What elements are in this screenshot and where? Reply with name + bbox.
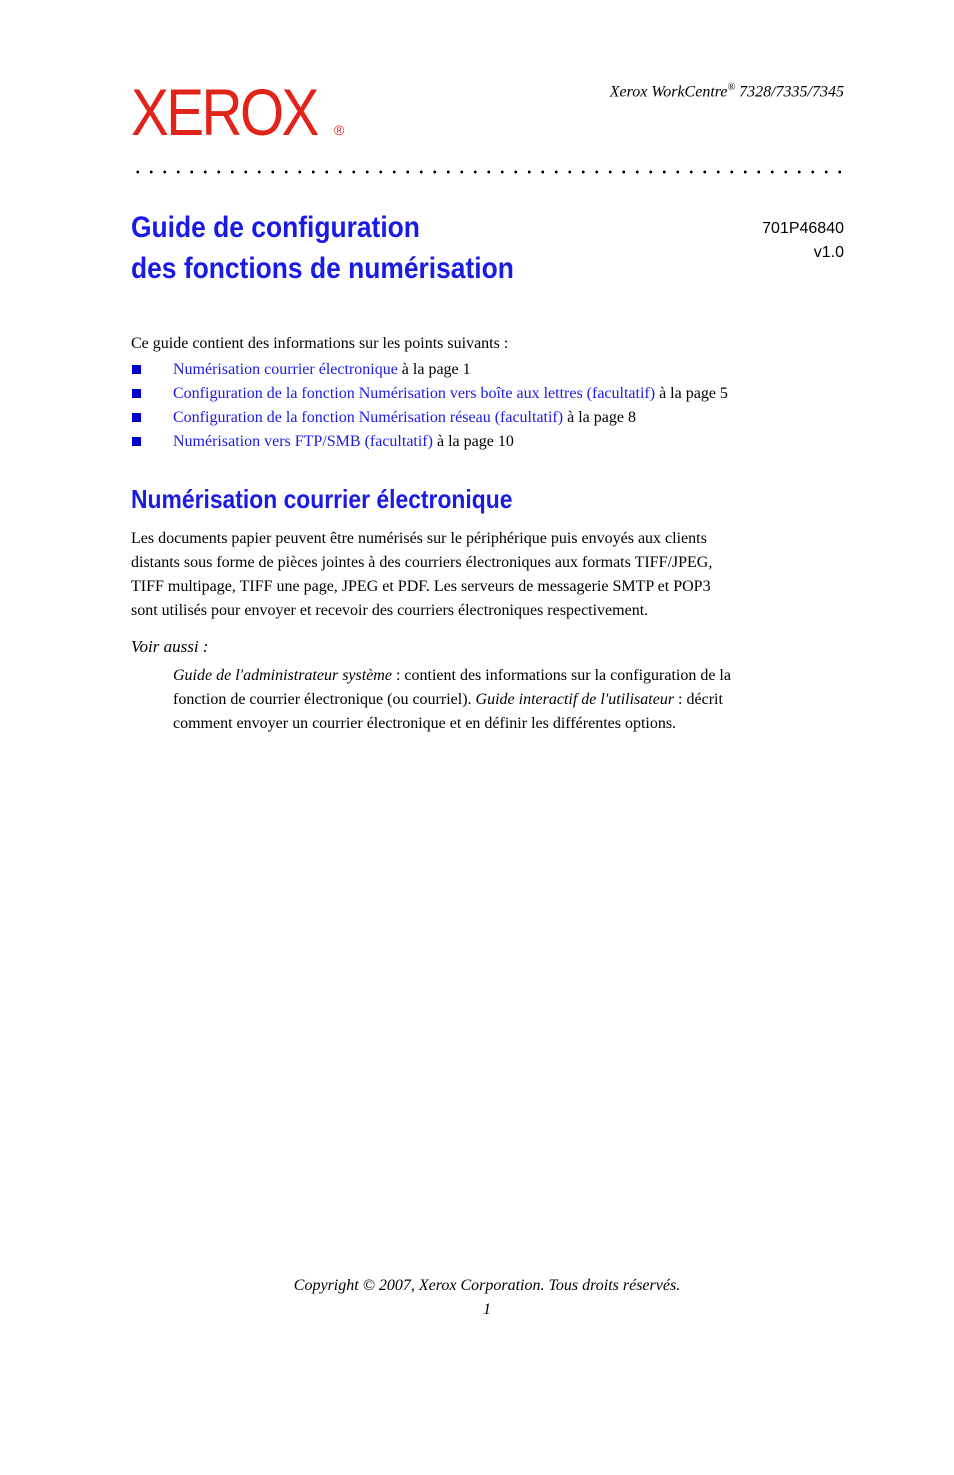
- logo-wordmark: XEROX: [131, 75, 317, 149]
- bullet-square-icon: [132, 437, 141, 446]
- toc-link[interactable]: Configuration de la fonction Numérisation vers boîte aux lettres (facultatif): [173, 385, 656, 402]
- admin-guide-ref: Guide de l'administrateur système: [173, 667, 392, 684]
- paragraph-line: Les documents papier peuvent être numérisés sur le périphérique puis envoyés aux clients: [131, 530, 707, 547]
- section-heading: Numérisation courrier électronique: [131, 484, 513, 514]
- document-number-block: [762, 217, 844, 265]
- see-also-text: : contient des informations sur la configuration de la: [391, 667, 731, 684]
- product-models: 7328/7335/7345: [735, 83, 844, 101]
- footer: [0, 1274, 954, 1322]
- paragraph-line: sont utilisés pour envoyer et recevoir des courriers électroniques respectivement.: [131, 602, 649, 619]
- logo-registered-mark: ®: [334, 122, 345, 138]
- bullet-square-icon: [132, 365, 141, 374]
- toc-page-ref: à la page 1: [397, 361, 471, 378]
- toc-page-ref: à la page 5: [655, 385, 728, 402]
- see-also-text: comment envoyer un courrier électronique et en définir les différentes options.: [173, 715, 677, 732]
- toc-item: [131, 430, 861, 454]
- toc-item: [131, 358, 861, 382]
- toc-link[interactable]: Numérisation vers FTP/SMB (facultatif): [173, 433, 433, 450]
- toc-link[interactable]: Configuration de la fonction Numérisation réseau (facultatif): [173, 409, 564, 426]
- page-number: 1: [483, 1301, 491, 1318]
- toc-page-ref: à la page 8: [563, 409, 636, 426]
- section-paragraph: [131, 527, 847, 623]
- toc-list: [131, 358, 861, 454]
- document-number: 701P46840: [762, 220, 844, 237]
- toc-page-ref: à la page 10: [432, 433, 514, 450]
- bullet-square-icon: [132, 389, 141, 398]
- intro-text: Ce guide contient des informations sur les points suivants :: [131, 335, 509, 352]
- copyright-text: Copyright © 2007, Xerox Corporation. Tous droits réservés.: [293, 1277, 681, 1294]
- xerox-logo: [131, 75, 347, 149]
- document-title: [131, 207, 514, 289]
- title-line-1: Guide de configuration: [131, 211, 420, 244]
- dotted-divider: [131, 170, 845, 174]
- toc-link[interactable]: Numérisation courrier électronique: [173, 361, 398, 378]
- product-prefix: Xerox WorkCentre: [609, 83, 728, 101]
- paragraph-line: TIFF multipage, TIFF une page, JPEG et PDF. Les serveurs de messagerie SMTP et POP3: [131, 578, 711, 595]
- see-also-text: : décrit: [674, 691, 723, 708]
- see-also-text: fonction de courrier électronique (ou courriel).: [173, 691, 476, 708]
- paragraph-line: distants sous forme de pièces jointes à des courriers électroniques aux formats TIFF/JPEG,: [131, 554, 713, 571]
- product-name: [610, 82, 844, 101]
- document-version: v1.0: [813, 244, 844, 261]
- bullet-square-icon: [132, 413, 141, 422]
- see-also-label: Voir aussi :: [131, 637, 209, 656]
- see-also-block: [173, 664, 853, 736]
- product-registered-mark: ®: [727, 82, 736, 93]
- toc-item: [131, 406, 861, 430]
- toc-item: [131, 382, 861, 406]
- title-line-2: des fonctions de numérisation: [131, 252, 514, 285]
- user-guide-ref: Guide interactif de l'utilisateur: [475, 691, 675, 708]
